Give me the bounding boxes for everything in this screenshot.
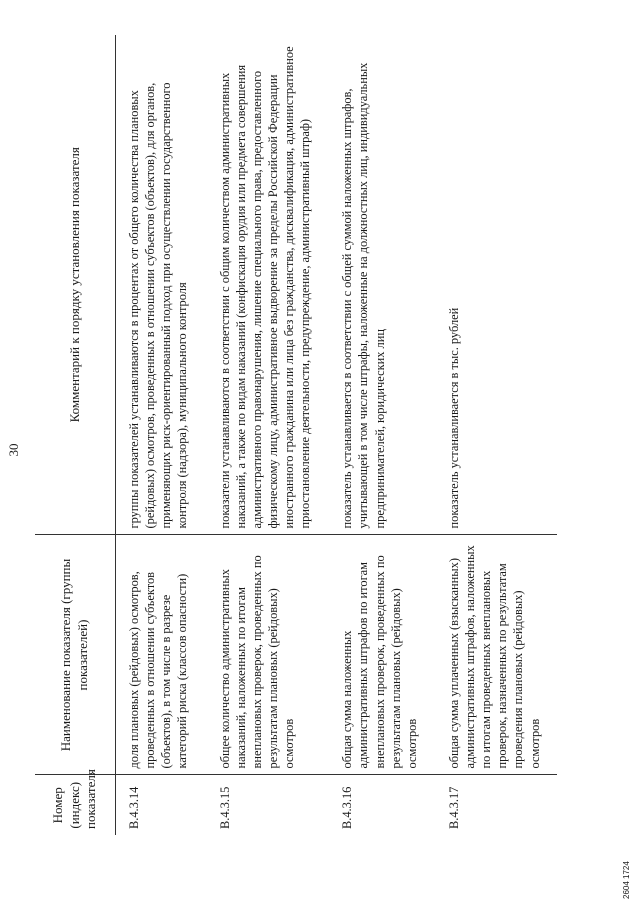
- row-name: доля плановых (рейдовых) осмотров, проведенных в отношении субъектов (объектов), в том числе в разрезе категорий риска (классов опасности): [116, 535, 205, 775]
- row-name: общее количество административных наказаний, наложенных по итогам внеплановых проверок, проведенных по результатам плановых (рейдовых) осмотров: [205, 535, 328, 775]
- page-number: 30: [6, 443, 21, 457]
- header-number: Номер (индекс) показателя: [35, 775, 116, 835]
- table-header-row: [35, 35, 116, 835]
- row-number: В.4.3.15: [217, 786, 232, 829]
- row-name: общая сумма уплаченных (взысканных) административных штрафов, наложенных по итогам проведенных внеплановых проверок, назначенных по результатам проведения плановых (рейдовых) осмотров: [434, 535, 557, 775]
- table-row: [327, 35, 434, 835]
- row-comment: показатели устанавливаются в соответствии с общим количеством административных наказаний, а также по видам наказаний (конфискация орудия или предмета совершения административного правонарушения, лишение специального права, предоставленного физическому лицу, административное выдворение за пределы Российской Федерации иностранного гражданина или лица без гражданства, дисквалификация, административное приостановление деятельности, предупреждение, административный штраф): [205, 35, 328, 535]
- table-row: [116, 35, 205, 835]
- row-comment: группы показателей устанавливаются в процентах от общего количества плановых (рейдовых) осмотров, проведенных в отношении субъектов (объектов), для органов, применяющих риск-ориентированный подход при осуществлении государственного контроля (надзора), муниципального контроля: [116, 35, 205, 535]
- row-name: общая сумма наложенных административных штрафов по итогам внеплановых проверок, проведенных по результатам плановых (рейдовых) осмотров: [327, 535, 434, 775]
- row-number: В.4.3.17: [446, 786, 461, 829]
- table-row: [205, 35, 328, 835]
- row-comment: показатель устанавливается в соответствии с общей суммой наложенных штрафов, учитывающей в том числе штрафы, наложенные на должностных лиц, индивидуальных предпринимателей, юридических лиц: [327, 35, 434, 535]
- table-row: [434, 35, 557, 835]
- document-id: 2604 1724: [622, 861, 631, 899]
- row-comment: показатель устанавливается в тыс. рублей: [434, 35, 557, 535]
- row-number: В.4.3.16: [340, 786, 355, 829]
- indicator-table: [35, 35, 557, 835]
- header-comment: Комментарий к порядку установления показателя: [35, 35, 116, 535]
- row-number: В.4.3.14: [127, 786, 141, 829]
- header-name: Наименование показателя (группы показателей): [35, 535, 116, 775]
